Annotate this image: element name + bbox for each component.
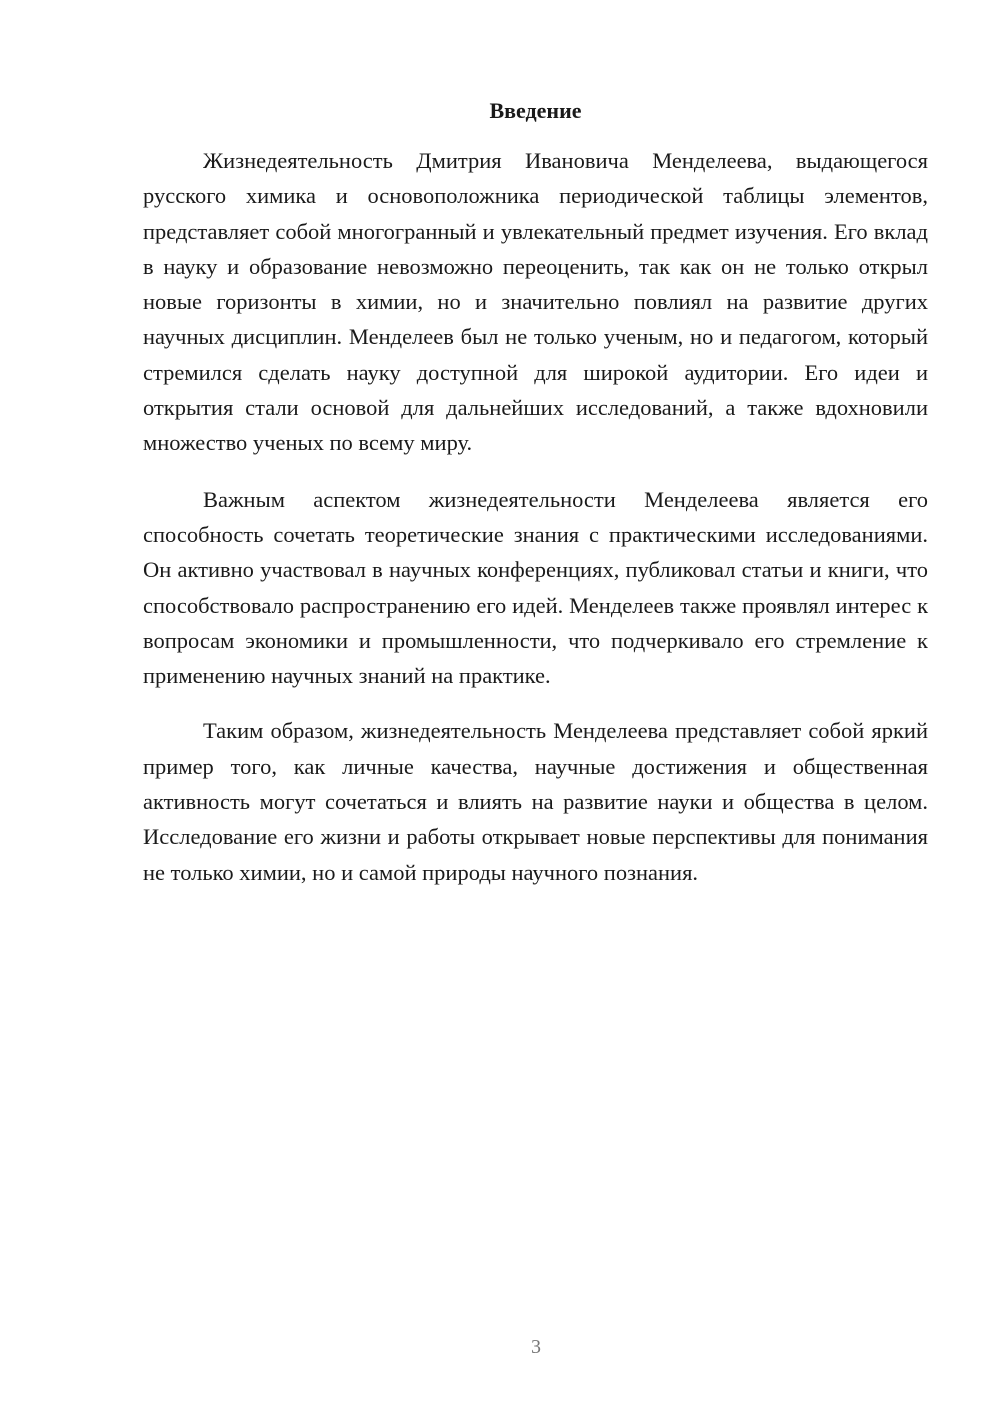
paragraph-2: Важным аспектом жизнедеятельности Менделеева является его способность сочетать теоретические знания с практическими исследованиями. Он активно участвовал в научных конференциях, публиковал статьи и книги, что способствовало распространению его идей. Менделеев также проявлял интерес к вопросам экономики и промышленности, что подчеркивало его стремление к применению научных знаний на практике. bbox=[143, 486, 928, 689]
page-content bbox=[143, 95, 928, 890]
page-number: 3 bbox=[531, 1336, 541, 1358]
paragraph-1: Жизнедеятельность Дмитрия Ивановича Менделеева, выдающегося русского химика и основоположника периодической таблицы элементов, представляет собой многогранный и увлекательный предмет изучения. Его вклад в науку и образование невозможно переоценить, так как он не только открыл новые горизонты в химии, но и значительно повлиял на развитие других научных дисциплин. Менделеев был не только ученым, но и педагогом, который стремился сделать науку доступной для широкой аудитории. Его идеи и открытия стали основой для дальнейших исследований, а также вдохновили множество ученых по всему миру. bbox=[143, 148, 928, 456]
section-heading: Введение bbox=[489, 98, 582, 123]
paragraph-3: Таким образом, жизнедеятельность Менделеева представляет собой яркий пример того, как личные качества, научные достижения и общественная активность могут сочетаться и влиять на развитие науки и общества в целом. Исследование его жизни и работы открывает новые перспективы для понимания не только химии, но и самой природы научного познания. bbox=[143, 718, 928, 885]
